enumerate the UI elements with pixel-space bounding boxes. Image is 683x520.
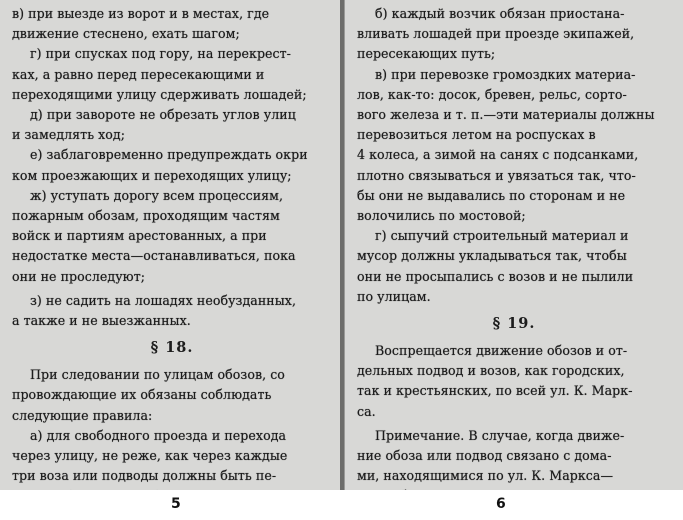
text-line: При следовании по улицам обозов, со: [30, 367, 285, 383]
text-line: в) при перевозке громоздких материа-: [375, 66, 636, 82]
text-line: они не проследуют;: [12, 268, 146, 284]
text-line: б) каждый возчик обязан приостана-: [375, 6, 625, 21]
note-line: ми, находящимися по ул. К. Маркса—: [357, 468, 614, 484]
text-line: волочились по мостовой;: [357, 208, 526, 224]
text-line: плотно связываться и увязаться так, что-: [357, 167, 636, 183]
section-heading: § 18.: [150, 339, 194, 357]
page-number-left: 5: [171, 496, 181, 512]
text-line: так и крестьянских, по всей ул. К. Марк-: [357, 383, 633, 399]
text-line: три воза или подводы должны быть пе-: [12, 468, 277, 484]
text-line: ком проезжающих и переходящих улицу;: [12, 167, 292, 183]
text-line: а) для свободного проезда и перехода: [30, 427, 287, 443]
text-line: пересекающих путь;: [357, 46, 496, 62]
text-line: они не просыпались с возов и не пылили: [357, 268, 634, 284]
text-line: д) при завороте не обрезать углов улиц: [30, 107, 296, 123]
text-line: дельных подвод и возов, как городских,: [357, 363, 625, 379]
text-line: са.: [357, 403, 376, 419]
note-line: Примечание. В случае, когда движе-: [375, 427, 625, 443]
text-line: движение стеснено, ехать шагом;: [12, 26, 240, 42]
text-line: по улицам.: [357, 288, 431, 304]
text-line: и замедлять ход;: [12, 127, 126, 143]
text-line: ж) уступать дорогу всем процессиям,: [30, 187, 284, 203]
page-number-right: 6: [496, 496, 506, 512]
text-line: Воспрещается движение обозов и от-: [375, 343, 628, 359]
text-line: [12, 486, 332, 490]
text-line: следующие правила:: [12, 407, 153, 423]
left-page: [0, 0, 342, 490]
text-line: лов, как-то: досок, бревен, рельс, сорто-: [357, 86, 627, 102]
text-line: мусор должны укладываться так, чтобы: [357, 248, 627, 264]
text-line: через улицу, не реже, как через каждые: [12, 448, 288, 464]
text-line: г) сыпучий строительный материал и: [375, 228, 629, 244]
text-line: з) не садить на лошадях необузданных,: [30, 292, 296, 308]
text-line: ках, а равно перед пересекающими и: [12, 66, 265, 82]
text-line: пожарным обозам, проходящим частям: [12, 208, 280, 224]
text-line: 4 колеса, а зимой на санях с подсанками,: [357, 147, 639, 163]
text-line: недостатке места—останавливаться, пока: [12, 248, 296, 264]
text-line: е) заблаговременно предупреждать окри: [30, 147, 308, 163]
text-line: войск и партиям арестованных, а при: [12, 228, 267, 244]
note-line: ние обоза или подвод связано с дома-: [357, 448, 612, 464]
text-line: бы они не выдавались по сторонам и не: [357, 187, 626, 203]
text-line: провождающие их обязаны соблюдать: [12, 387, 272, 403]
section-heading: § 19.: [492, 315, 536, 333]
text-line: г) при спусках под гору, на перекрест-: [30, 46, 291, 62]
text-line: вого железа и т. п.—эти материалы должны: [357, 107, 655, 123]
text-line: а также и не выезжанных.: [12, 313, 191, 329]
text-line: переходящими улицу сдерживать лошадей;: [12, 86, 307, 102]
text-line: перевозиться летом на роспусках в: [357, 127, 596, 143]
text-line: в) при выезде из ворот и в местах, где: [12, 6, 270, 21]
note-line: [357, 486, 671, 490]
text-line: вливать лошадей при проезде экипажей,: [357, 26, 635, 42]
right-page: [345, 0, 683, 490]
